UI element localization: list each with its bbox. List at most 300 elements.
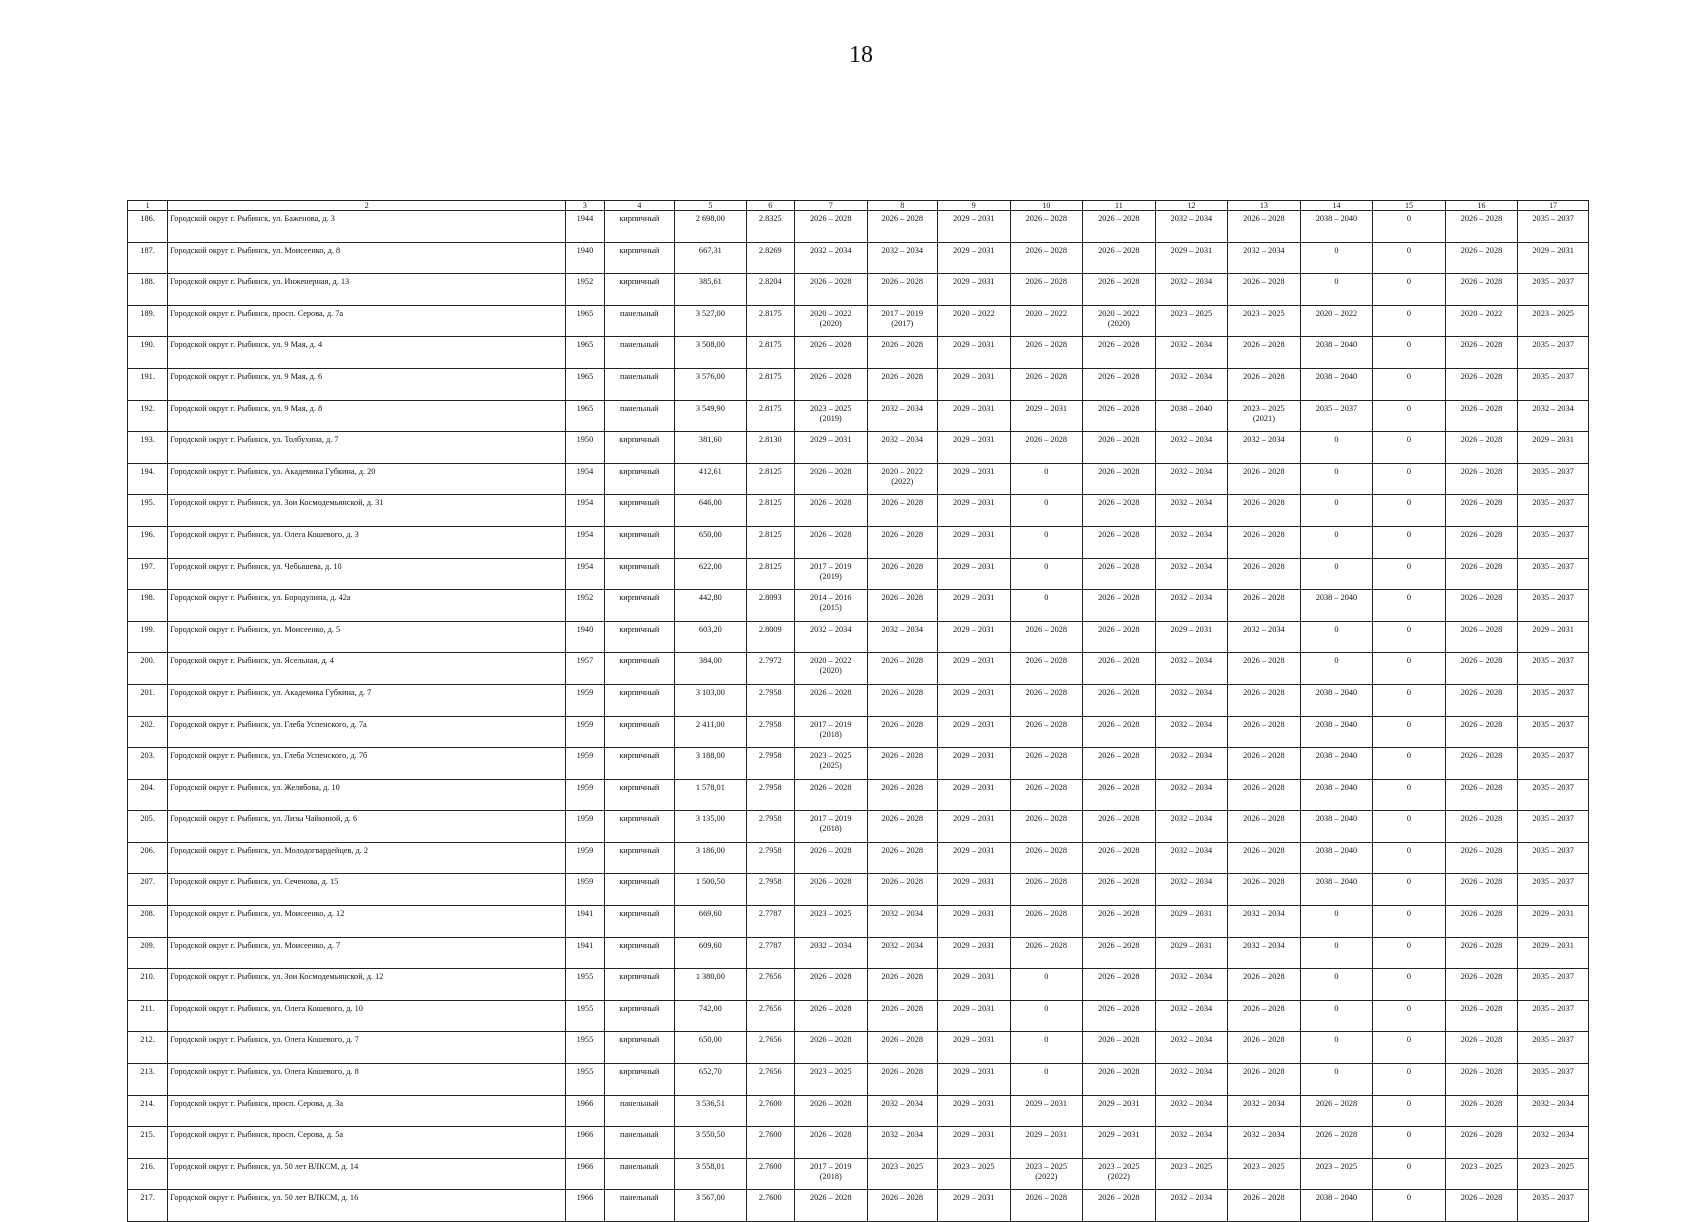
table-cell-col-15: 0 <box>1373 653 1446 685</box>
table-cell-col-6: 2.7958 <box>746 874 794 906</box>
table-cell-col-14: 0 <box>1300 653 1373 685</box>
table-cell-col-17: 2035 – 2037 <box>1518 716 1589 748</box>
table-cell-col-14: 2038 – 2040 <box>1300 842 1373 874</box>
table-cell-col-12: 2029 – 2031 <box>1155 937 1228 969</box>
table-cell-col-11: 2026 – 2028 <box>1083 495 1156 527</box>
table-cell-col-7: 2026 – 2028 <box>794 1032 867 1064</box>
table-cell-col-14: 0 <box>1300 621 1373 653</box>
table-cell-col-9: 2029 – 2031 <box>938 748 1011 780</box>
column-number-12: 12 <box>1155 201 1228 211</box>
table-cell-col-4: кирпичный <box>604 526 675 558</box>
table-cell-col-17: 2035 – 2037 <box>1518 368 1589 400</box>
table-cell-col-17: 2035 – 2037 <box>1518 969 1589 1001</box>
table-cell-col-2: Городской округ г. Рыбинск, ул. 9 Мая, д. 6 <box>168 368 566 400</box>
table-cell-col-2: Городской округ г. Рыбинск, просп. Серова, д. 7а <box>168 305 566 337</box>
table-cell-col-8: 2032 – 2034 <box>867 621 938 653</box>
table-cell-col-11: 2026 – 2028 <box>1083 621 1156 653</box>
table-cell-col-11: 2026 – 2028 <box>1083 368 1156 400</box>
table-row <box>128 526 1589 558</box>
table-cell-col-2: Городской округ г. Рыбинск, ул. Молодогвардейцев, д. 2 <box>168 842 566 874</box>
table-cell-col-2: Городской округ г. Рыбинск, ул. Бородулина, д. 42а <box>168 590 566 622</box>
table-cell-col-16: 2026 – 2028 <box>1445 842 1518 874</box>
table-cell-col-7: 2014 – 2016 (2015) <box>794 590 867 622</box>
table-cell-col-1: 189. <box>128 305 168 337</box>
table-cell-col-12: 2032 – 2034 <box>1155 969 1228 1001</box>
table-cell-col-7: 2017 – 2019 (2019) <box>794 558 867 590</box>
table-cell-col-3: 1955 <box>566 969 604 1001</box>
table-cell-col-1: 216. <box>128 1158 168 1190</box>
table-cell-col-2: Городской округ г. Рыбинск, ул. 9 Мая, д. 4 <box>168 337 566 369</box>
column-number-4: 4 <box>604 201 675 211</box>
housing-table-container <box>127 200 1589 1222</box>
table-cell-col-6: 2.8175 <box>746 305 794 337</box>
table-cell-col-10: 2026 – 2028 <box>1010 432 1083 464</box>
table-row <box>128 400 1589 432</box>
table-cell-col-11: 2026 – 2028 <box>1083 779 1156 811</box>
table-cell-col-7: 2026 – 2028 <box>794 684 867 716</box>
table-cell-col-10: 2026 – 2028 <box>1010 274 1083 306</box>
table-row <box>128 684 1589 716</box>
table-cell-col-3: 1950 <box>566 432 604 464</box>
table-cell-col-8: 2023 – 2025 <box>867 1158 938 1190</box>
table-cell-col-10: 2026 – 2028 <box>1010 242 1083 274</box>
table-cell-col-4: кирпичный <box>604 874 675 906</box>
table-cell-col-6: 2.7958 <box>746 842 794 874</box>
table-cell-col-4: панельный <box>604 1190 675 1222</box>
table-cell-col-12: 2032 – 2034 <box>1155 590 1228 622</box>
table-cell-col-3: 1954 <box>566 526 604 558</box>
table-cell-col-6: 2.8175 <box>746 368 794 400</box>
table-cell-col-8: 2026 – 2028 <box>867 684 938 716</box>
table-cell-col-4: кирпичный <box>604 463 675 495</box>
table-cell-col-9: 2029 – 2031 <box>938 811 1011 843</box>
header-row <box>128 201 1589 211</box>
table-cell-col-16: 2026 – 2028 <box>1445 495 1518 527</box>
table-cell-col-10: 0 <box>1010 969 1083 1001</box>
table-cell-col-15: 0 <box>1373 684 1446 716</box>
column-number-6: 6 <box>746 201 794 211</box>
table-cell-col-16: 2026 – 2028 <box>1445 874 1518 906</box>
table-cell-col-11: 2026 – 2028 <box>1083 653 1156 685</box>
table-cell-col-15: 0 <box>1373 748 1446 780</box>
table-cell-col-2: Городской округ г. Рыбинск, ул. Олега Кошевого, д. 8 <box>168 1064 566 1096</box>
table-cell-col-17: 2032 – 2034 <box>1518 1127 1589 1159</box>
table-cell-col-1: 210. <box>128 969 168 1001</box>
table-cell-col-16: 2026 – 2028 <box>1445 684 1518 716</box>
table-cell-col-9: 2029 – 2031 <box>938 590 1011 622</box>
table-cell-col-10: 2026 – 2028 <box>1010 368 1083 400</box>
table-cell-col-16: 2026 – 2028 <box>1445 1000 1518 1032</box>
table-cell-col-11: 2026 – 2028 <box>1083 242 1156 274</box>
table-cell-col-12: 2032 – 2034 <box>1155 274 1228 306</box>
table-cell-col-3: 1957 <box>566 653 604 685</box>
table-cell-col-2: Городской округ г. Рыбинск, ул. Моисеенко, д. 5 <box>168 621 566 653</box>
table-cell-col-3: 1941 <box>566 906 604 938</box>
table-cell-col-6: 2.7600 <box>746 1095 794 1127</box>
table-cell-col-11: 2029 – 2031 <box>1083 1127 1156 1159</box>
table-cell-col-12: 2023 – 2025 <box>1155 1158 1228 1190</box>
table-cell-col-12: 2029 – 2031 <box>1155 621 1228 653</box>
table-cell-col-15: 0 <box>1373 811 1446 843</box>
table-cell-col-7: 2023 – 2025 (2025) <box>794 748 867 780</box>
table-cell-col-10: 2026 – 2028 <box>1010 906 1083 938</box>
table-cell-col-8: 2026 – 2028 <box>867 495 938 527</box>
table-cell-col-1: 213. <box>128 1064 168 1096</box>
table-cell-col-13: 2026 – 2028 <box>1228 274 1301 306</box>
table-cell-col-8: 2026 – 2028 <box>867 1000 938 1032</box>
table-cell-col-5: 3 576,00 <box>675 368 747 400</box>
table-cell-col-6: 2.8204 <box>746 274 794 306</box>
table-cell-col-11: 2029 – 2031 <box>1083 1095 1156 1127</box>
table-cell-col-5: 622,00 <box>675 558 747 590</box>
table-cell-col-15: 0 <box>1373 242 1446 274</box>
table-cell-col-5: 381,60 <box>675 432 747 464</box>
table-cell-col-9: 2029 – 2031 <box>938 526 1011 558</box>
table-cell-col-16: 2026 – 2028 <box>1445 242 1518 274</box>
table-cell-col-14: 2038 – 2040 <box>1300 811 1373 843</box>
table-row <box>128 1158 1589 1190</box>
table-cell-col-15: 0 <box>1373 1190 1446 1222</box>
table-cell-col-13: 2026 – 2028 <box>1228 748 1301 780</box>
table-cell-col-2: Городской округ г. Рыбинск, ул. 50 лет ВЛКСМ, д. 14 <box>168 1158 566 1190</box>
table-cell-col-10: 2026 – 2028 <box>1010 842 1083 874</box>
table-cell-col-5: 3 188,00 <box>675 748 747 780</box>
table-cell-col-11: 2026 – 2028 <box>1083 1064 1156 1096</box>
table-cell-col-3: 1965 <box>566 400 604 432</box>
table-cell-col-13: 2026 – 2028 <box>1228 558 1301 590</box>
column-number-10: 10 <box>1010 201 1083 211</box>
table-cell-col-8: 2026 – 2028 <box>867 337 938 369</box>
table-cell-col-3: 1940 <box>566 242 604 274</box>
table-cell-col-14: 2038 – 2040 <box>1300 716 1373 748</box>
table-row <box>128 969 1589 1001</box>
table-header <box>128 201 1589 211</box>
table-cell-col-17: 2029 – 2031 <box>1518 432 1589 464</box>
table-cell-col-9: 2029 – 2031 <box>938 274 1011 306</box>
table-cell-col-14: 2038 – 2040 <box>1300 337 1373 369</box>
table-cell-col-3: 1966 <box>566 1127 604 1159</box>
table-row <box>128 558 1589 590</box>
table-cell-col-13: 2023 – 2025 <box>1228 1158 1301 1190</box>
table-cell-col-7: 2026 – 2028 <box>794 1000 867 1032</box>
table-cell-col-8: 2026 – 2028 <box>867 274 938 306</box>
table-cell-col-7: 2020 – 2022 (2020) <box>794 305 867 337</box>
table-cell-col-4: кирпичный <box>604 842 675 874</box>
table-cell-col-8: 2026 – 2028 <box>867 211 938 243</box>
table-cell-col-13: 2026 – 2028 <box>1228 842 1301 874</box>
table-cell-col-8: 2026 – 2028 <box>867 590 938 622</box>
table-cell-col-10: 2026 – 2028 <box>1010 874 1083 906</box>
table-cell-col-6: 2.7656 <box>746 1032 794 1064</box>
table-cell-col-10: 0 <box>1010 590 1083 622</box>
table-cell-col-13: 2026 – 2028 <box>1228 969 1301 1001</box>
table-cell-col-4: кирпичный <box>604 653 675 685</box>
table-cell-col-7: 2026 – 2028 <box>794 842 867 874</box>
table-cell-col-1: 209. <box>128 937 168 969</box>
table-cell-col-14: 2020 – 2022 <box>1300 305 1373 337</box>
table-cell-col-14: 2038 – 2040 <box>1300 368 1373 400</box>
table-cell-col-14: 0 <box>1300 558 1373 590</box>
table-cell-col-14: 2035 – 2037 <box>1300 400 1373 432</box>
table-cell-col-16: 2026 – 2028 <box>1445 337 1518 369</box>
table-cell-col-16: 2026 – 2028 <box>1445 653 1518 685</box>
table-cell-col-13: 2032 – 2034 <box>1228 1095 1301 1127</box>
table-cell-col-11: 2026 – 2028 <box>1083 337 1156 369</box>
table-cell-col-10: 0 <box>1010 1064 1083 1096</box>
table-cell-col-3: 1965 <box>566 368 604 400</box>
table-cell-col-11: 2026 – 2028 <box>1083 1000 1156 1032</box>
table-cell-col-6: 2.7958 <box>746 684 794 716</box>
table-cell-col-14: 0 <box>1300 463 1373 495</box>
table-cell-col-8: 2026 – 2028 <box>867 1032 938 1064</box>
table-cell-col-16: 2026 – 2028 <box>1445 748 1518 780</box>
table-cell-col-6: 2.8125 <box>746 495 794 527</box>
table-cell-col-17: 2035 – 2037 <box>1518 1190 1589 1222</box>
table-cell-col-13: 2026 – 2028 <box>1228 779 1301 811</box>
table-cell-col-5: 3 550,50 <box>675 1127 747 1159</box>
table-cell-col-1: 190. <box>128 337 168 369</box>
table-cell-col-17: 2035 – 2037 <box>1518 463 1589 495</box>
table-cell-col-3: 1959 <box>566 684 604 716</box>
table-cell-col-15: 0 <box>1373 590 1446 622</box>
table-cell-col-9: 2029 – 2031 <box>938 463 1011 495</box>
table-cell-col-8: 2032 – 2034 <box>867 1127 938 1159</box>
table-cell-col-7: 2017 – 2019 (2018) <box>794 1158 867 1190</box>
table-cell-col-3: 1955 <box>566 1064 604 1096</box>
table-cell-col-7: 2023 – 2025 (2019) <box>794 400 867 432</box>
table-cell-col-12: 2032 – 2034 <box>1155 1190 1228 1222</box>
table-row <box>128 1064 1589 1096</box>
table-cell-col-9: 2029 – 2031 <box>938 495 1011 527</box>
column-number-1: 1 <box>128 201 168 211</box>
table-cell-col-1: 197. <box>128 558 168 590</box>
table-cell-col-5: 412,61 <box>675 463 747 495</box>
table-cell-col-13: 2032 – 2034 <box>1228 242 1301 274</box>
table-cell-col-8: 2026 – 2028 <box>867 748 938 780</box>
table-cell-col-5: 667,31 <box>675 242 747 274</box>
table-cell-col-13: 2032 – 2034 <box>1228 621 1301 653</box>
table-cell-col-17: 2035 – 2037 <box>1518 874 1589 906</box>
table-cell-col-11: 2026 – 2028 <box>1083 274 1156 306</box>
table-cell-col-3: 1941 <box>566 937 604 969</box>
table-cell-col-10: 2026 – 2028 <box>1010 811 1083 843</box>
table-cell-col-9: 2029 – 2031 <box>938 653 1011 685</box>
table-cell-col-2: Городской округ г. Рыбинск, ул. Глеба Успенского, д. 7а <box>168 716 566 748</box>
table-cell-col-12: 2032 – 2034 <box>1155 337 1228 369</box>
table-cell-col-8: 2026 – 2028 <box>867 1190 938 1222</box>
table-cell-col-9: 2029 – 2031 <box>938 1127 1011 1159</box>
table-cell-col-1: 200. <box>128 653 168 685</box>
table-cell-col-5: 742,00 <box>675 1000 747 1032</box>
table-cell-col-13: 2026 – 2028 <box>1228 1064 1301 1096</box>
table-cell-col-12: 2032 – 2034 <box>1155 211 1228 243</box>
table-cell-col-7: 2032 – 2034 <box>794 937 867 969</box>
table-cell-col-13: 2032 – 2034 <box>1228 937 1301 969</box>
table-cell-col-10: 2026 – 2028 <box>1010 779 1083 811</box>
table-cell-col-3: 1959 <box>566 874 604 906</box>
table-cell-col-10: 2026 – 2028 <box>1010 653 1083 685</box>
table-cell-col-3: 1966 <box>566 1095 604 1127</box>
table-cell-col-5: 603,20 <box>675 621 747 653</box>
table-cell-col-10: 2029 – 2031 <box>1010 1095 1083 1127</box>
table-cell-col-15: 0 <box>1373 274 1446 306</box>
table-cell-col-5: 3 536,51 <box>675 1095 747 1127</box>
table-cell-col-12: 2032 – 2034 <box>1155 463 1228 495</box>
table-cell-col-5: 3 508,00 <box>675 337 747 369</box>
table-cell-col-17: 2029 – 2031 <box>1518 621 1589 653</box>
table-cell-col-4: кирпичный <box>604 242 675 274</box>
table-cell-col-1: 188. <box>128 274 168 306</box>
table-cell-col-4: кирпичный <box>604 748 675 780</box>
table-cell-col-10: 2026 – 2028 <box>1010 748 1083 780</box>
table-cell-col-16: 2026 – 2028 <box>1445 906 1518 938</box>
table-cell-col-10: 2026 – 2028 <box>1010 937 1083 969</box>
table-row <box>128 590 1589 622</box>
table-row <box>128 811 1589 843</box>
table-cell-col-12: 2032 – 2034 <box>1155 526 1228 558</box>
table-cell-col-17: 2023 – 2025 <box>1518 305 1589 337</box>
table-cell-col-6: 2.8125 <box>746 463 794 495</box>
table-cell-col-5: 3 558,01 <box>675 1158 747 1190</box>
table-cell-col-11: 2026 – 2028 <box>1083 558 1156 590</box>
table-cell-col-16: 2026 – 2028 <box>1445 1127 1518 1159</box>
table-cell-col-12: 2032 – 2034 <box>1155 684 1228 716</box>
table-cell-col-2: Городской округ г. Рыбинск, ул. Моисеенко, д. 12 <box>168 906 566 938</box>
table-cell-col-17: 2029 – 2031 <box>1518 906 1589 938</box>
table-cell-col-15: 0 <box>1373 432 1446 464</box>
table-row <box>128 1032 1589 1064</box>
table-cell-col-9: 2029 – 2031 <box>938 874 1011 906</box>
table-cell-col-8: 2017 – 2019 (2017) <box>867 305 938 337</box>
table-cell-col-7: 2023 – 2025 <box>794 1064 867 1096</box>
table-cell-col-8: 2032 – 2034 <box>867 242 938 274</box>
table-cell-col-8: 2032 – 2034 <box>867 432 938 464</box>
table-cell-col-2: Городской округ г. Рыбинск, ул. Моисеенко, д. 8 <box>168 242 566 274</box>
table-cell-col-5: 652,70 <box>675 1064 747 1096</box>
table-cell-col-12: 2032 – 2034 <box>1155 1000 1228 1032</box>
table-cell-col-10: 0 <box>1010 495 1083 527</box>
table-cell-col-13: 2026 – 2028 <box>1228 495 1301 527</box>
table-cell-col-17: 2035 – 2037 <box>1518 653 1589 685</box>
table-cell-col-5: 1 380,00 <box>675 969 747 1001</box>
table-cell-col-4: кирпичный <box>604 1064 675 1096</box>
table-cell-col-11: 2026 – 2028 <box>1083 400 1156 432</box>
column-number-5: 5 <box>675 201 747 211</box>
table-cell-col-14: 0 <box>1300 274 1373 306</box>
table-cell-col-7: 2032 – 2034 <box>794 621 867 653</box>
table-cell-col-9: 2029 – 2031 <box>938 906 1011 938</box>
table-cell-col-3: 1965 <box>566 305 604 337</box>
table-cell-col-8: 2032 – 2034 <box>867 906 938 938</box>
table-cell-col-3: 1955 <box>566 1032 604 1064</box>
table-cell-col-9: 2029 – 2031 <box>938 969 1011 1001</box>
table-cell-col-8: 2026 – 2028 <box>867 779 938 811</box>
table-cell-col-10: 2026 – 2028 <box>1010 621 1083 653</box>
table-cell-col-6: 2.7787 <box>746 937 794 969</box>
table-cell-col-2: Городской округ г. Рыбинск, просп. Серова, д. 3а <box>168 1095 566 1127</box>
table-cell-col-11: 2026 – 2028 <box>1083 526 1156 558</box>
table-cell-col-12: 2032 – 2034 <box>1155 1095 1228 1127</box>
table-cell-col-5: 3 567,00 <box>675 1190 747 1222</box>
table-cell-col-11: 2026 – 2028 <box>1083 463 1156 495</box>
table-cell-col-10: 0 <box>1010 526 1083 558</box>
table-cell-col-6: 2.7600 <box>746 1158 794 1190</box>
table-cell-col-7: 2026 – 2028 <box>794 495 867 527</box>
table-cell-col-13: 2026 – 2028 <box>1228 811 1301 843</box>
table-cell-col-17: 2035 – 2037 <box>1518 811 1589 843</box>
table-cell-col-17: 2035 – 2037 <box>1518 590 1589 622</box>
table-cell-col-7: 2026 – 2028 <box>794 368 867 400</box>
table-cell-col-11: 2026 – 2028 <box>1083 684 1156 716</box>
table-row <box>128 432 1589 464</box>
table-cell-col-12: 2032 – 2034 <box>1155 558 1228 590</box>
table-cell-col-1: 202. <box>128 716 168 748</box>
table-cell-col-12: 2032 – 2034 <box>1155 811 1228 843</box>
table-cell-col-12: 2029 – 2031 <box>1155 906 1228 938</box>
column-number-7: 7 <box>794 201 867 211</box>
table-cell-col-15: 0 <box>1373 1064 1446 1096</box>
table-cell-col-4: панельный <box>604 1127 675 1159</box>
table-cell-col-2: Городской округ г. Рыбинск, ул. Толбухина, д. 7 <box>168 432 566 464</box>
table-cell-col-17: 2035 – 2037 <box>1518 211 1589 243</box>
table-cell-col-10: 2023 – 2025 (2022) <box>1010 1158 1083 1190</box>
table-cell-col-3: 1959 <box>566 716 604 748</box>
table-cell-col-8: 2026 – 2028 <box>867 716 938 748</box>
table-cell-col-4: кирпичный <box>604 906 675 938</box>
table-cell-col-9: 2023 – 2025 <box>938 1158 1011 1190</box>
table-cell-col-14: 2038 – 2040 <box>1300 684 1373 716</box>
table-cell-col-15: 0 <box>1373 779 1446 811</box>
table-cell-col-2: Городской округ г. Рыбинск, ул. Сеченова, д. 15 <box>168 874 566 906</box>
table-cell-col-16: 2026 – 2028 <box>1445 463 1518 495</box>
table-cell-col-11: 2026 – 2028 <box>1083 811 1156 843</box>
table-cell-col-16: 2026 – 2028 <box>1445 558 1518 590</box>
table-cell-col-17: 2035 – 2037 <box>1518 748 1589 780</box>
column-number-8: 8 <box>867 201 938 211</box>
table-cell-col-15: 0 <box>1373 1158 1446 1190</box>
table-cell-col-13: 2026 – 2028 <box>1228 653 1301 685</box>
table-cell-col-14: 2023 – 2025 <box>1300 1158 1373 1190</box>
table-row <box>128 242 1589 274</box>
table-cell-col-17: 2035 – 2037 <box>1518 779 1589 811</box>
table-cell-col-1: 217. <box>128 1190 168 1222</box>
table-cell-col-1: 195. <box>128 495 168 527</box>
table-cell-col-8: 2026 – 2028 <box>867 1064 938 1096</box>
table-cell-col-14: 2038 – 2040 <box>1300 1190 1373 1222</box>
table-cell-col-17: 2035 – 2037 <box>1518 495 1589 527</box>
table-cell-col-1: 187. <box>128 242 168 274</box>
table-cell-col-6: 2.8125 <box>746 526 794 558</box>
housing-repair-schedule-table <box>127 200 1589 1222</box>
table-cell-col-6: 2.7958 <box>746 748 794 780</box>
table-cell-col-2: Городской округ г. Рыбинск, просп. Серова, д. 5а <box>168 1127 566 1159</box>
table-cell-col-5: 3 186,00 <box>675 842 747 874</box>
table-cell-col-4: кирпичный <box>604 684 675 716</box>
table-cell-col-9: 2029 – 2031 <box>938 1095 1011 1127</box>
table-cell-col-17: 2035 – 2037 <box>1518 1064 1589 1096</box>
table-cell-col-15: 0 <box>1373 842 1446 874</box>
table-cell-col-13: 2026 – 2028 <box>1228 211 1301 243</box>
table-cell-col-11: 2026 – 2028 <box>1083 842 1156 874</box>
table-cell-col-14: 2038 – 2040 <box>1300 590 1373 622</box>
table-cell-col-7: 2029 – 2031 <box>794 432 867 464</box>
table-cell-col-17: 2035 – 2037 <box>1518 1000 1589 1032</box>
table-cell-col-16: 2026 – 2028 <box>1445 779 1518 811</box>
table-cell-col-6: 2.7787 <box>746 906 794 938</box>
table-cell-col-2: Городской округ г. Рыбинск, ул. Лизы Чайкиной, д. 6 <box>168 811 566 843</box>
table-cell-col-15: 0 <box>1373 305 1446 337</box>
table-cell-col-16: 2026 – 2028 <box>1445 1064 1518 1096</box>
